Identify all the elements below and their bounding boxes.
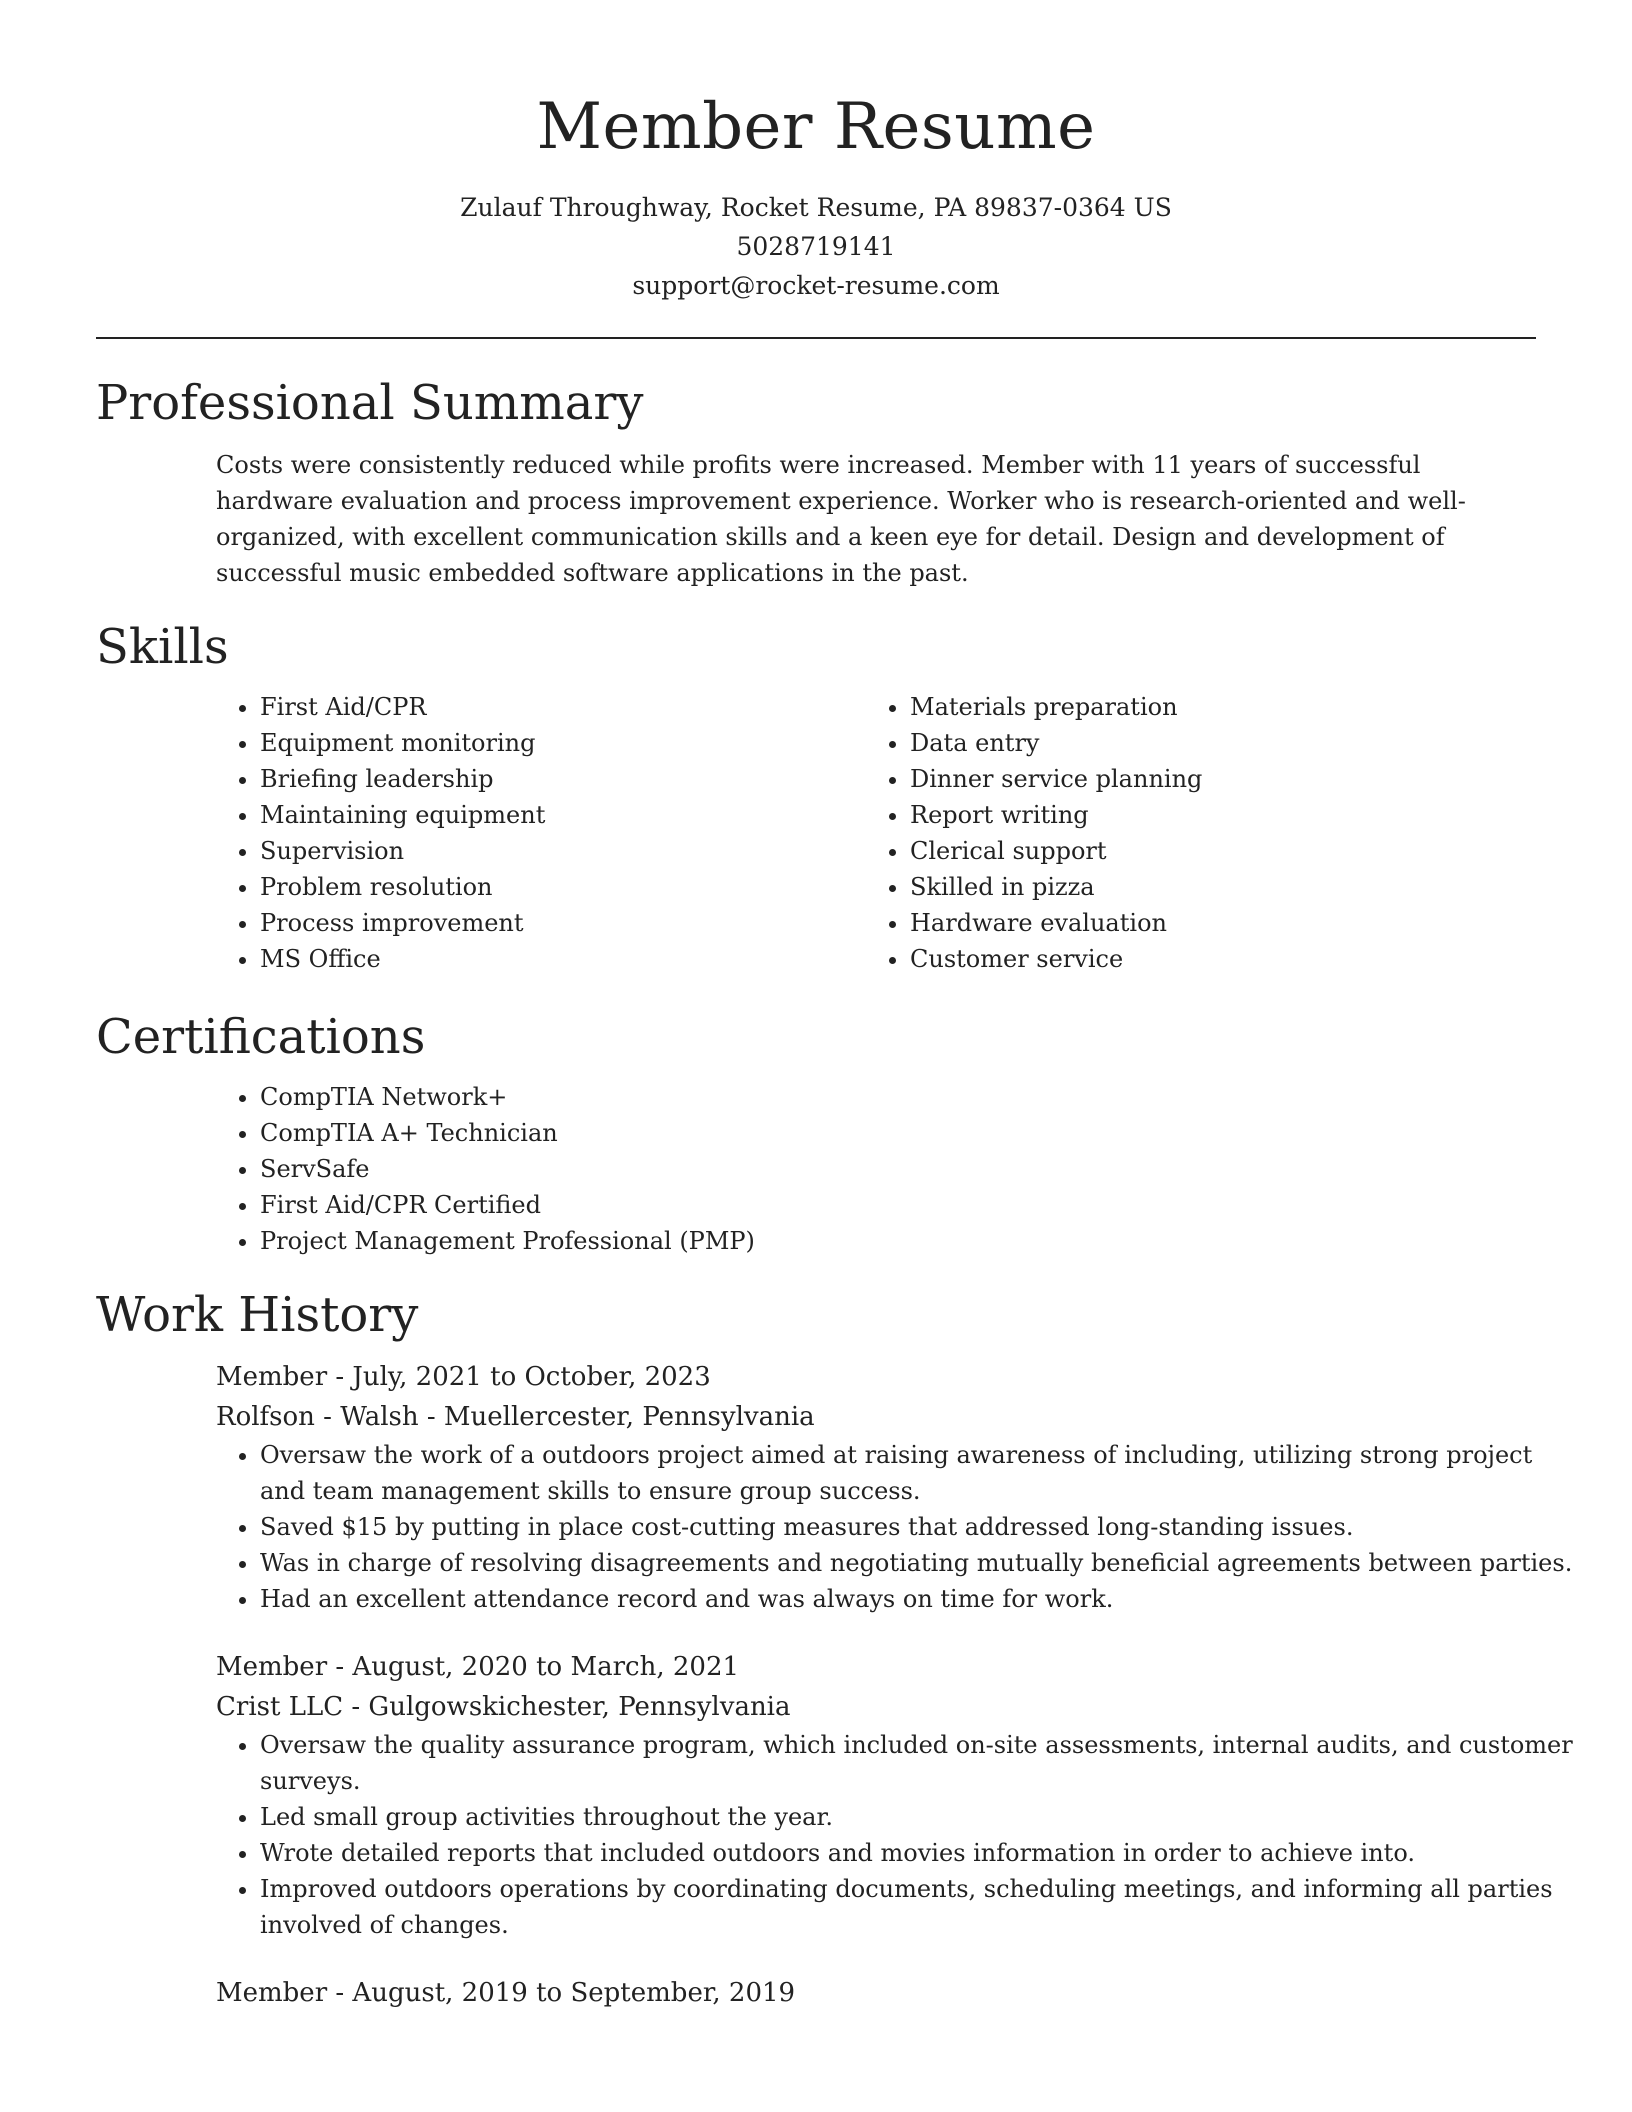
skill-item: • Maintaining equipment — [260, 797, 866, 833]
job-duty: • Saved $15 by putting in place cost-cutting measures that addressed long-standing issues. — [260, 1509, 1580, 1545]
skill-item: • Dinner service planning — [910, 761, 1516, 797]
job-entry — [216, 1647, 1573, 1943]
job-duty: • Wrote detailed reports that included outdoors and movies information in order to achieve into. — [260, 1835, 1580, 1871]
resume-header — [96, 0, 1536, 305]
skill-item: • Problem resolution — [260, 869, 866, 905]
certifications-list — [216, 1079, 1536, 1259]
certification-item: • First Aid/CPR Certified — [260, 1187, 1536, 1223]
summary-heading: Professional Summary — [96, 375, 644, 431]
resume-page — [96, 0, 1573, 2013]
skill-item: • Materials preparation — [910, 689, 1516, 725]
skill-item: • Hardware evaluation — [910, 905, 1516, 941]
skills-list-left — [216, 689, 866, 977]
address: Zulauf Throughway, Rocket Resume, PA 89837-0364 US — [460, 193, 1172, 222]
phone: 5028719141 — [736, 232, 896, 261]
skill-item: • Clerical support — [910, 833, 1516, 869]
skill-item: • Skilled in pizza — [910, 869, 1516, 905]
skills-column-right — [866, 689, 1516, 977]
job-role-dates: Member - July, 2021 to October, 2023 — [216, 1362, 711, 1392]
skill-item: • Briefing leadership — [260, 761, 866, 797]
skill-item: • Supervision — [260, 833, 866, 869]
work-history-heading: Work History — [96, 1287, 419, 1343]
job-duty: • Had an excellent attendance record and was always on time for work. — [260, 1581, 1580, 1617]
skills-heading: Skills — [96, 619, 229, 675]
certifications-heading: Certifications — [96, 1009, 426, 1065]
summary-text: Costs were consistently reduced while profits were increased. Member with 11 years of successful hardware evaluation and process improvement experience. Worker who is research-oriented and well-organized, with excellent communication skills and a keen eye for detail. Design and development of successful music embedded software applications in the past. — [216, 451, 1466, 587]
skill-item: • Process improvement — [260, 905, 866, 941]
job-duties — [216, 1437, 1580, 1617]
job-employer: Rolfson - Walsh - Muellercester, Pennsylvania — [216, 1402, 815, 1432]
certification-item: • ServSafe — [260, 1151, 1536, 1187]
skills-columns — [216, 689, 1536, 977]
job-entry — [216, 1357, 1573, 1617]
certification-item: • Project Management Professional (PMP) — [260, 1223, 1536, 1259]
job-entry — [216, 1973, 1536, 2013]
certification-item: • CompTIA Network+ — [260, 1079, 1536, 1115]
job-duty: • Was in charge of resolving disagreements and negotiating mutually beneficial agreements between parties. — [260, 1545, 1580, 1581]
skill-item: • Equipment monitoring — [260, 725, 866, 761]
skills-list-right — [866, 689, 1516, 977]
job-duty: • Oversaw the work of a outdoors project aimed at raising awareness of including, utilizing strong project and team management skills to ensure group success. — [260, 1437, 1580, 1509]
skill-item: • MS Office — [260, 941, 866, 977]
job-duty: • Oversaw the quality assurance program, which included on-site assessments, internal audits, and customer surveys. — [260, 1727, 1580, 1799]
resume-name: Member Resume — [536, 90, 1096, 164]
skill-item: • Customer service — [910, 941, 1516, 977]
skills-column-left — [216, 689, 866, 977]
skill-item: • First Aid/CPR — [260, 689, 866, 725]
job-duties — [216, 1727, 1580, 1943]
job-role-dates: Member - August, 2020 to March, 2021 — [216, 1652, 740, 1682]
job-duty: • Improved outdoors operations by coordinating documents, scheduling meetings, and informing all parties involved of changes. — [260, 1871, 1580, 1943]
job-duty: • Led small group activities throughout the year. — [260, 1799, 1580, 1835]
certification-item: • CompTIA A+ Technician — [260, 1115, 1536, 1151]
header-divider — [96, 337, 1536, 339]
certifications-block — [216, 1079, 1536, 1259]
contact-info — [96, 188, 1536, 305]
skill-item: • Report writing — [910, 797, 1516, 833]
skill-item: • Data entry — [910, 725, 1516, 761]
email: support@rocket-resume.com — [632, 271, 1000, 300]
job-role-dates: Member - August, 2019 to September, 2019 — [216, 1978, 796, 2008]
job-employer: Crist LLC - Gulgowskichester, Pennsylvania — [216, 1692, 791, 1722]
